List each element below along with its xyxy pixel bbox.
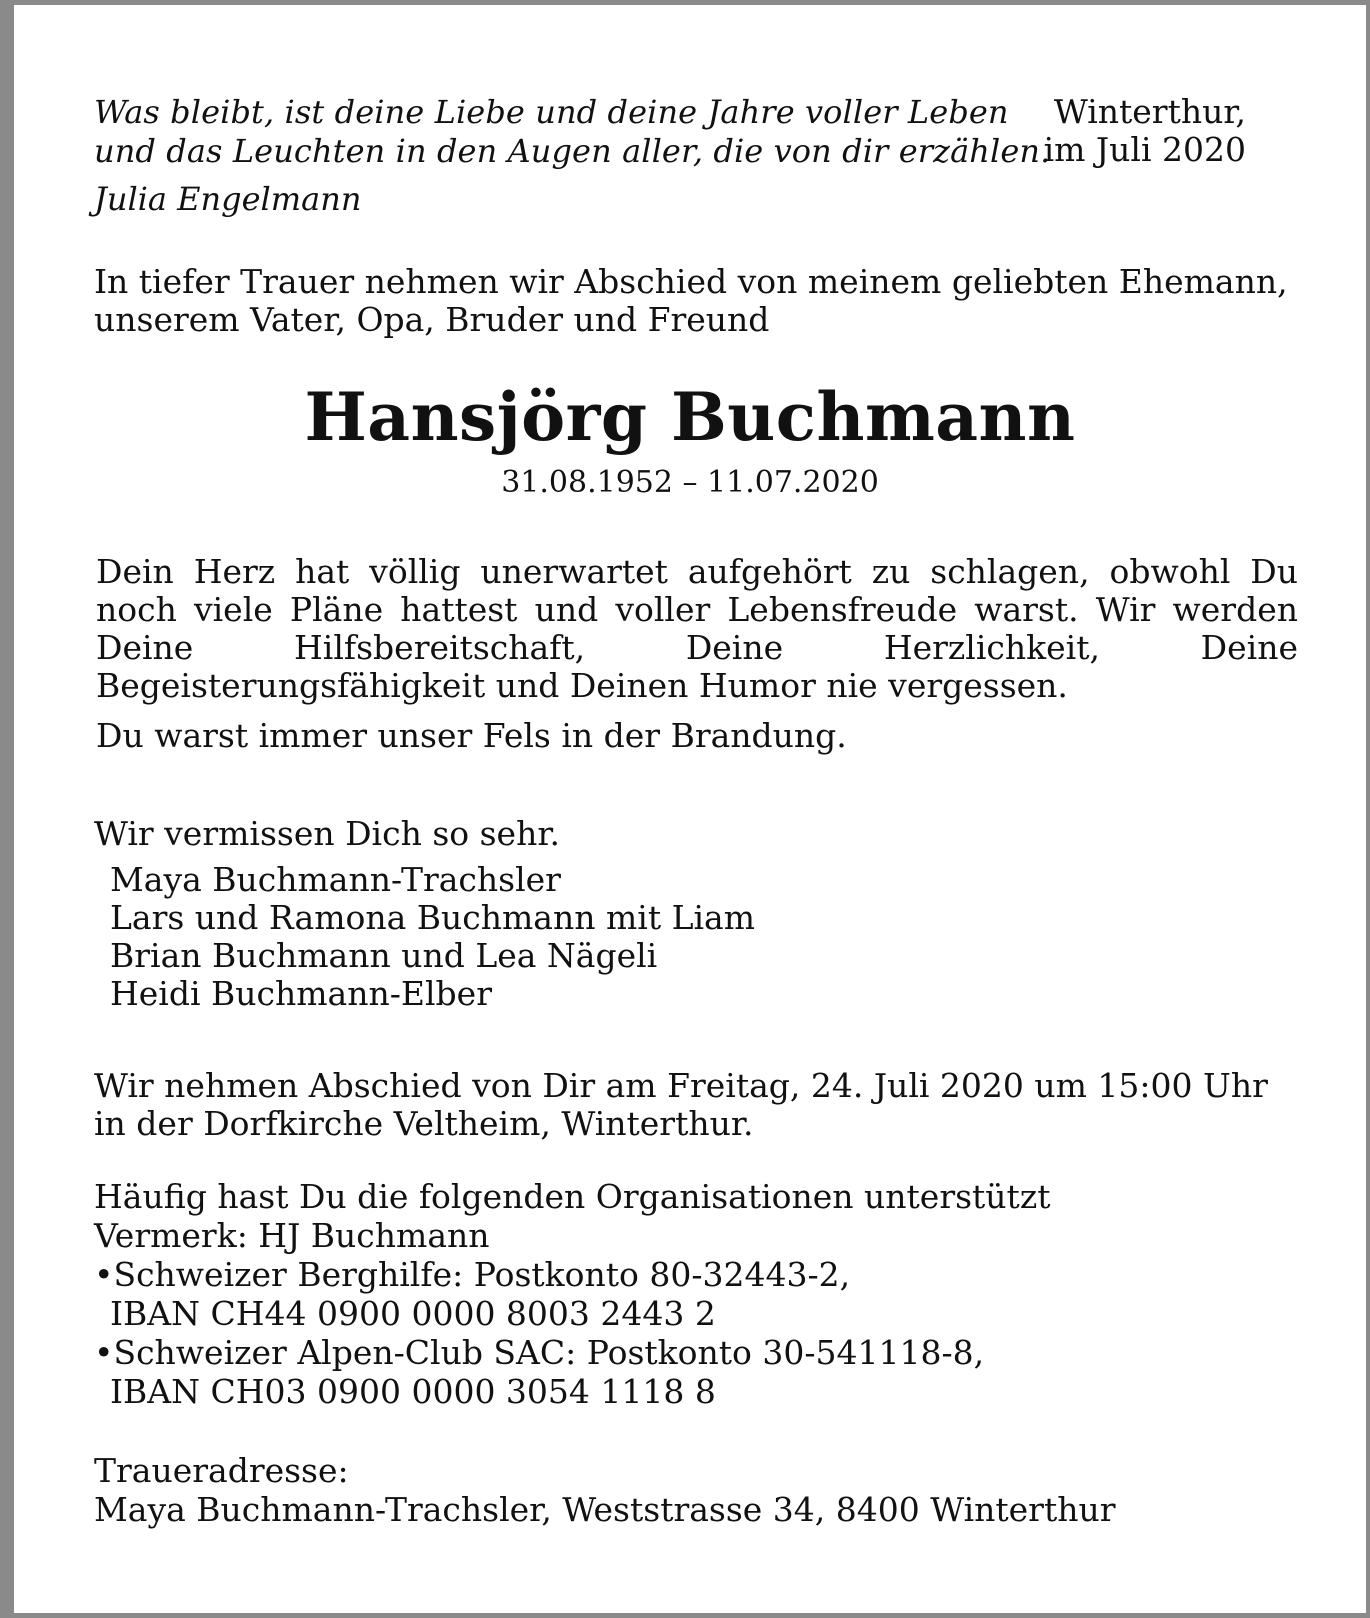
mourner-name: Heidi Buchmann-Elber xyxy=(110,974,492,1013)
mourner-name: Lars und Ramona Buchmann mit Liam xyxy=(110,898,755,937)
donations xyxy=(94,1177,1050,1411)
donation-org: •Schweizer Alpen-Club SAC: Postkonto 30-541118-8, xyxy=(94,1333,985,1372)
mourners-heading: Wir vermissen Dich so sehr. xyxy=(94,814,560,853)
tribute-paragraph: Dein Herz hat völlig unerwartet aufgehört zu schlagen, obwohl Du noch viele Pläne hattest und voller Lebensfreude warst. Wir werden Deine Hilfsbereitschaft, Deine Herzlichkeit, Deine Begeisterungsfähigkeit und Deinen Humor nie vergessen. xyxy=(96,552,1298,705)
date: im Juli 2020 xyxy=(1043,130,1246,169)
quote-author: Julia Engelmann xyxy=(94,180,362,218)
intro-line: unserem Vater, Opa, Bruder und Freund xyxy=(94,300,770,339)
mourner-name: Maya Buchmann-Trachsler xyxy=(110,860,561,899)
mourner-name: Brian Buchmann und Lea Nägeli xyxy=(110,936,658,975)
mourning-address xyxy=(94,1451,1116,1529)
donations-note: Vermerk: HJ Buchmann xyxy=(94,1216,490,1255)
service-line: in der Dorfkirche Veltheim, Winterthur. xyxy=(94,1104,754,1143)
quote xyxy=(94,93,1050,171)
life-dates: 31.08.1952 – 11.07.2020 xyxy=(501,465,879,500)
donations-intro: Häufig hast Du die folgenden Organisationen unterstützt xyxy=(94,1177,1051,1216)
place-date xyxy=(1044,93,1246,169)
quote-line: Was bleibt, ist deine Liebe und deine Jahre voller Leben xyxy=(94,93,1009,131)
mourners-list xyxy=(110,861,755,1013)
place: Winterthur, xyxy=(1053,92,1246,131)
donation-org: •Schweizer Berghilfe: Postkonto 80-32443-2, xyxy=(94,1255,851,1294)
intro-line: In tiefer Trauer nehmen wir Abschied von meinem geliebten Ehemann, xyxy=(94,262,1288,301)
address-label: Traueradresse: xyxy=(94,1451,349,1490)
tribute-closing: Du warst immer unser Fels in der Brandung. xyxy=(96,716,847,755)
quote-line: und das Leuchten in den Augen aller, die von dir erzählen. xyxy=(94,132,1051,170)
intro-text xyxy=(94,263,1288,339)
deceased-name: Hansjörg Buchmann xyxy=(304,378,1076,456)
donation-iban: IBAN CH03 0900 0000 3054 1118 8 xyxy=(110,1372,716,1411)
service-info xyxy=(94,1067,1268,1143)
service-line: Wir nehmen Abschied von Dir am Freitag, 24. Juli 2020 um 15:00 Uhr xyxy=(94,1066,1268,1105)
address-value: Maya Buchmann-Trachsler, Weststrasse 34, 8400 Winterthur xyxy=(94,1490,1116,1529)
donation-iban: IBAN CH44 0900 0000 8003 2443 2 xyxy=(110,1294,716,1333)
obituary-notice xyxy=(14,5,1366,1613)
